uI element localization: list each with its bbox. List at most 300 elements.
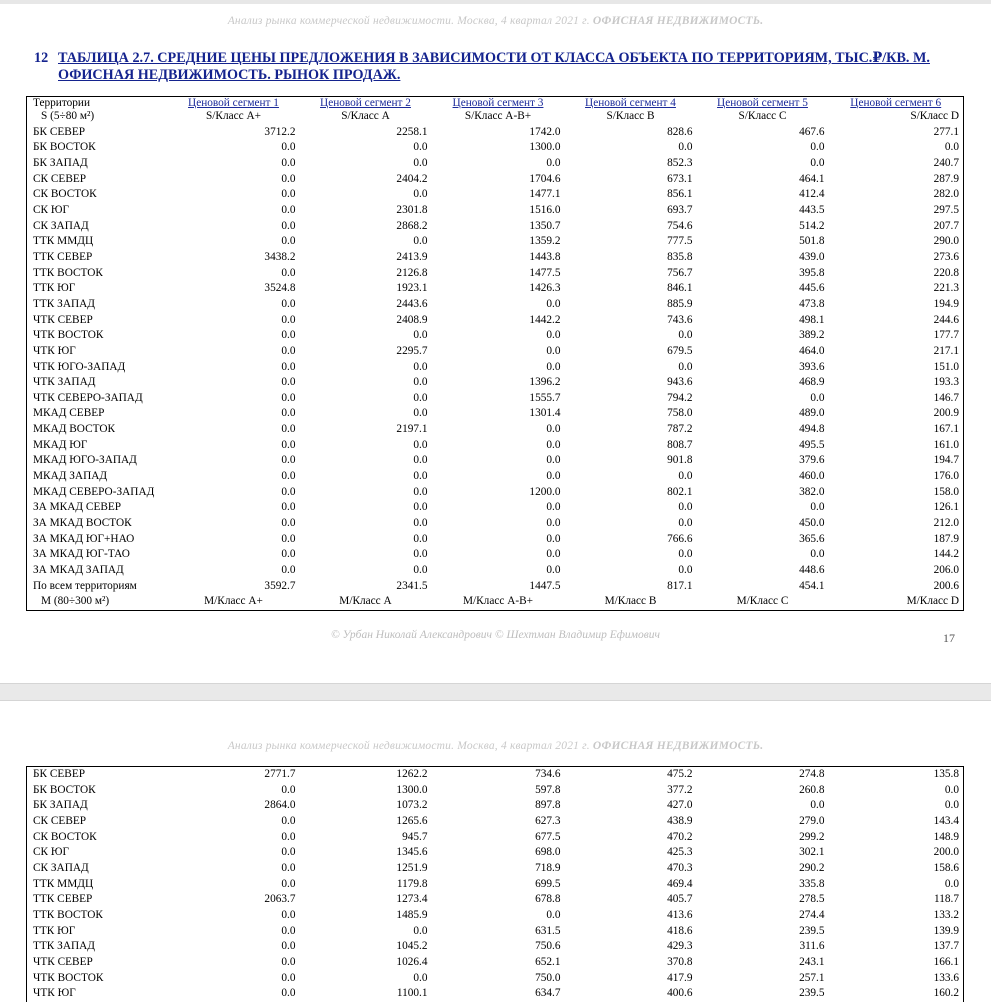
price-cell: 3438.2 [264, 250, 296, 263]
price-cell: 0.0 [413, 156, 428, 169]
price-cell: 133.2 [933, 908, 959, 921]
price-cell: 0.0 [281, 454, 296, 467]
price-cell: 0.0 [281, 423, 296, 436]
price-cell: 501.8 [799, 235, 825, 248]
table-row [27, 219, 964, 235]
territories-header: Территории [33, 97, 91, 109]
territory-name: ЧТК ЮГО-ЗАПАД [33, 360, 126, 373]
price-cell: 0.0 [413, 971, 428, 984]
price-cell: 2413.9 [396, 250, 428, 263]
price-cell: 0.0 [546, 423, 561, 436]
price-cell: 0.0 [281, 517, 296, 530]
price-cell: 627.3 [535, 814, 561, 827]
size-s-label: S (5÷80 м²) [41, 110, 95, 122]
price-cell: 0.0 [281, 940, 296, 953]
price-cell: 0.0 [413, 141, 428, 154]
price-cell: 290.2 [799, 861, 825, 874]
table-row [27, 391, 964, 407]
price-cell: 279.0 [799, 814, 825, 827]
table-row [27, 406, 964, 422]
price-cell: 443.5 [799, 203, 825, 216]
territory-name: ЧТК ЮГ [33, 987, 76, 1000]
price-cell: 475.2 [667, 768, 693, 780]
table-row [27, 453, 964, 469]
price-cell: 1251.9 [396, 861, 428, 874]
price-cell: 901.8 [667, 454, 693, 467]
price-cell: 240.7 [933, 156, 959, 169]
price-cell: 468.9 [799, 376, 825, 389]
price-cell: 439.0 [799, 250, 825, 263]
price-cell: 1447.5 [529, 579, 561, 592]
territory-name: СК ЗАПАД [33, 219, 89, 232]
price-cell: 393.6 [799, 360, 825, 373]
price-cell: 0.0 [413, 564, 428, 577]
page2-header [0, 740, 991, 752]
price-cell: 0.0 [546, 297, 561, 310]
price-cell: 1477.1 [529, 188, 561, 201]
price-cell: 389.2 [799, 329, 825, 342]
price-cell: 0.0 [281, 955, 296, 968]
table-row [27, 767, 964, 783]
price-cell: 0.0 [810, 156, 825, 169]
price-cell: 335.8 [799, 877, 825, 890]
price-cell: 852.3 [667, 156, 693, 169]
segment-2-link[interactable]: Ценовой сегмент 2 [320, 97, 411, 109]
price-cell: 395.8 [799, 266, 825, 279]
page-header-text: Анализ рынка коммерческой недвижимости. Москва, 4 квартал 2021 г. [227, 15, 590, 27]
price-cell: 287.9 [933, 172, 959, 185]
price-cell: 2341.5 [396, 579, 428, 592]
price-cell: 0.0 [413, 360, 428, 373]
price-cell: 945.7 [402, 830, 428, 843]
price-cell: 176.0 [933, 470, 959, 483]
price-cell: 673.1 [667, 172, 693, 185]
segment-5-link[interactable]: Ценовой сегмент 5 [717, 97, 808, 109]
price-cell: 413.6 [667, 908, 693, 921]
territory-name: ТТК ЗАПАД [33, 297, 96, 310]
price-cell: 160.2 [933, 987, 959, 1000]
price-cell: 448.6 [799, 564, 825, 577]
territory-name: ЧТК ЮГ [33, 344, 76, 357]
price-cell: 193.3 [933, 376, 959, 389]
table-row [27, 250, 964, 266]
page-header-bold: ОФИСНАЯ НЕДВИЖИМОСТЬ. [592, 15, 764, 27]
price-cell: 0.0 [546, 908, 561, 921]
table-row [27, 877, 964, 893]
price-cell: 1923.1 [396, 282, 428, 295]
price-cell: 1262.2 [396, 768, 428, 780]
table-row [27, 830, 964, 846]
price-cell: 0.0 [546, 454, 561, 467]
price-cell: 1273.4 [396, 893, 428, 906]
price-cell: 0.0 [281, 814, 296, 827]
price-cell: 0.0 [281, 313, 296, 326]
price-cell: 0.0 [281, 438, 296, 451]
price-cell: 370.8 [667, 955, 693, 968]
territory-name: СК СЕВЕР [33, 814, 87, 827]
price-cell: 679.5 [667, 344, 693, 357]
territory-name: МКАД ЮГО-ЗАПАД [33, 454, 137, 467]
title-number: 12 [34, 50, 49, 66]
territory-name: МКАД ВОСТОК [33, 423, 116, 436]
price-cell: 274.4 [799, 908, 825, 921]
price-cell: 135.8 [933, 768, 959, 780]
territory-name: БК ВОСТОК [33, 783, 96, 796]
price-cell: 0.0 [678, 329, 693, 342]
price-cell: 766.6 [667, 532, 693, 545]
table-row [27, 234, 964, 250]
table-row [27, 892, 964, 908]
price-cell: 0.0 [546, 344, 561, 357]
territory-name: СК ЗАПАД [33, 861, 89, 874]
price-cell: 0.0 [281, 329, 296, 342]
price-cell: 0.0 [413, 924, 428, 937]
table-row [27, 172, 964, 188]
price-cell: 412.4 [799, 188, 825, 201]
page2-header-bold: ОФИСНАЯ НЕДВИЖИМОСТЬ. [592, 740, 764, 752]
price-cell: 734.6 [535, 768, 561, 780]
table-row [27, 297, 964, 313]
price-cell: 244.6 [933, 313, 959, 326]
price-cell: 427.0 [667, 799, 693, 812]
territory-name: ТТК ЮГ [33, 924, 76, 937]
price-cell: 417.9 [667, 971, 693, 984]
price-cell: 0.0 [281, 235, 296, 248]
price-cell: 454.1 [799, 579, 825, 592]
table-row [27, 814, 964, 830]
price-cell: 0.0 [546, 329, 561, 342]
territory-name: ЗА МКАД ЗАПАД [33, 564, 124, 577]
price-cell: 0.0 [944, 141, 959, 154]
price-cell: 2771.7 [264, 768, 296, 780]
price-cell: 677.5 [535, 830, 561, 843]
price-cell: 0.0 [546, 532, 561, 545]
territory-name: ЧТК СЕВЕРО-ЗАПАД [33, 391, 143, 404]
table-row [27, 375, 964, 391]
price-cell: 0.0 [546, 517, 561, 530]
table-row [27, 344, 964, 360]
price-cell: 634.7 [535, 987, 561, 1000]
price-cell: 897.8 [535, 799, 561, 812]
price-cell: 302.1 [799, 846, 825, 859]
price-cell: 498.1 [799, 313, 825, 326]
price-cell: 3712.2 [264, 125, 296, 138]
table-row [27, 438, 964, 454]
price-cell: 0.0 [281, 203, 296, 216]
territory-name: ЧТК ЗАПАД [33, 376, 96, 389]
price-cell: 2063.7 [264, 893, 296, 906]
price-cell: 1426.3 [529, 282, 561, 295]
price-cell: 0.0 [281, 266, 296, 279]
price-cell: 0.0 [413, 329, 428, 342]
segment-3-link[interactable]: Ценовой сегмент 3 [452, 97, 544, 109]
price-cell: 278.5 [799, 893, 825, 906]
table-row [27, 939, 964, 955]
price-cell: 718.9 [535, 861, 561, 874]
price-cell: 0.0 [678, 564, 693, 577]
price-cell: 808.7 [667, 438, 693, 451]
price-cell: 144.2 [933, 548, 959, 561]
price-cell: 257.1 [799, 971, 825, 984]
price-cell: 194.7 [933, 454, 959, 467]
price-cell: 0.0 [281, 908, 296, 921]
price-cell: 2443.6 [396, 297, 428, 310]
class-header: S/Класс А+ [206, 110, 261, 122]
price-cell: 158.6 [933, 861, 959, 874]
price-cell: 0.0 [281, 830, 296, 843]
price-cell: 514.2 [799, 219, 825, 232]
price-cell: 0.0 [281, 861, 296, 874]
table-row [27, 203, 964, 219]
table-row [27, 547, 964, 563]
price-cell: 631.5 [535, 924, 561, 937]
price-cell: 0.0 [810, 501, 825, 514]
price-cell: 0.0 [281, 877, 296, 890]
price-cell: 678.8 [535, 893, 561, 906]
price-cell: 885.9 [667, 297, 693, 310]
price-cell: 365.6 [799, 532, 825, 545]
price-cell: 1073.2 [396, 799, 428, 812]
price-cell: 239.5 [799, 987, 825, 1000]
table-row [27, 469, 964, 485]
price-cell: 1300.0 [529, 141, 561, 154]
price-cell: 756.7 [667, 266, 693, 279]
price-cell: 494.8 [799, 423, 825, 436]
price-cell: 597.8 [535, 783, 561, 796]
price-cell: 0.0 [546, 564, 561, 577]
price-cell: 0.0 [678, 548, 693, 561]
price-cell: 828.6 [667, 125, 693, 138]
price-cell: 0.0 [413, 485, 428, 498]
price-cell: 0.0 [281, 219, 296, 232]
territory-name: ТТК ЮГ [33, 282, 76, 295]
price-cell: 495.5 [799, 438, 825, 451]
price-cell: 418.6 [667, 924, 693, 937]
price-cell: 0.0 [281, 532, 296, 545]
price-cell: 429.3 [667, 940, 693, 953]
price-cell: 0.0 [281, 172, 296, 185]
price-cell: 0.0 [546, 501, 561, 514]
price-cell: 1742.0 [529, 125, 561, 138]
price-cell: 450.0 [799, 517, 825, 530]
table-row [27, 313, 964, 329]
price-cell: 0.0 [281, 485, 296, 498]
price-cell: 1516.0 [529, 203, 561, 216]
price-cell: 0.0 [281, 501, 296, 514]
territory-name: СК ЮГ [33, 203, 70, 216]
price-cell: 473.8 [799, 297, 825, 310]
price-cell: 1026.4 [396, 955, 428, 968]
price-cell: 1396.2 [529, 376, 561, 389]
territory-name: БК ЗАПАД [33, 799, 88, 812]
price-cell: 2197.1 [396, 423, 428, 436]
price-cell: 1179.8 [396, 877, 428, 890]
table-footer-row [27, 594, 964, 610]
class-footer: M/Класс А [339, 595, 392, 608]
price-cell: 139.9 [933, 924, 959, 937]
price-cell: 0.0 [281, 407, 296, 420]
territory-name: БК ВОСТОК [33, 141, 96, 154]
price-cell: 126.1 [933, 501, 959, 514]
price-cell: 277.1 [933, 125, 959, 138]
price-cell: 846.1 [667, 282, 693, 295]
class-footer: M/Класс А+ [204, 595, 263, 608]
price-cell: 0.0 [944, 877, 959, 890]
price-table-m [26, 766, 964, 1002]
table-row [27, 579, 964, 595]
price-cell: 856.1 [667, 188, 693, 201]
price-cell: 0.0 [546, 470, 561, 483]
price-cell: 137.7 [933, 940, 959, 953]
price-cell: 158.0 [933, 485, 959, 498]
class-footer: M/Класс D [906, 595, 959, 608]
table-row [27, 485, 964, 501]
price-cell: 243.1 [799, 955, 825, 968]
price-cell: 699.5 [535, 877, 561, 890]
price-cell: 260.8 [799, 783, 825, 796]
territory-name: МКАД ЮГ [33, 438, 88, 451]
price-cell: 777.5 [667, 235, 693, 248]
territory-name: МКАД СЕВЕРО-ЗАПАД [33, 485, 155, 498]
table-row [27, 955, 964, 971]
price-cell: 0.0 [678, 501, 693, 514]
price-cell: 377.2 [667, 783, 693, 796]
price-cell: 1265.6 [396, 814, 428, 827]
price-cell: 0.0 [281, 391, 296, 404]
price-cell: 0.0 [413, 548, 428, 561]
territory-name: МКАД ЗАПАД [33, 470, 108, 483]
price-cell: 217.1 [933, 344, 959, 357]
price-cell: 194.9 [933, 297, 959, 310]
price-cell: 743.6 [667, 313, 693, 326]
price-cell: 0.0 [413, 517, 428, 530]
table-row [27, 563, 964, 579]
page-header [0, 15, 991, 27]
price-cell: 0.0 [281, 156, 296, 169]
price-cell: 943.6 [667, 376, 693, 389]
price-cell: 0.0 [281, 924, 296, 937]
price-cell: 290.0 [933, 235, 959, 248]
table-row [27, 422, 964, 438]
territory-name: ТТК ВОСТОК [33, 266, 103, 279]
price-cell: 379.6 [799, 454, 825, 467]
price-cell: 3592.7 [264, 579, 296, 592]
price-cell: 167.1 [933, 423, 959, 436]
price-cell: 425.3 [667, 846, 693, 859]
segment-1-link[interactable]: Ценовой сегмент 1 [188, 97, 279, 109]
table-row [27, 861, 964, 877]
price-cell: 3524.8 [264, 282, 296, 295]
price-cell: 1300.0 [396, 783, 428, 796]
price-cell: 0.0 [281, 297, 296, 310]
price-cell: 754.6 [667, 219, 693, 232]
price-cell: 1045.2 [396, 940, 428, 953]
price-cell: 2258.1 [396, 125, 428, 138]
price-cell: 0.0 [281, 344, 296, 357]
price-cell: 0.0 [281, 564, 296, 577]
price-cell: 693.7 [667, 203, 693, 216]
price-cell: 1345.6 [396, 846, 428, 859]
price-cell: 405.7 [667, 893, 693, 906]
table-row [27, 971, 964, 987]
price-cell: 835.8 [667, 250, 693, 263]
territory-name: ЗА МКАД СЕВЕР [33, 501, 122, 514]
territory-name: БК СЕВЕР [33, 768, 85, 780]
class-footer: M/Класс С [736, 595, 789, 608]
table-row [27, 281, 964, 297]
territory-name: ТТК ВОСТОК [33, 908, 103, 921]
price-cell: 0.0 [678, 360, 693, 373]
price-cell: 787.2 [667, 423, 693, 436]
price-cell: 274.8 [799, 768, 825, 780]
table-row [27, 266, 964, 282]
price-cell: 166.1 [933, 955, 959, 968]
price-cell: 1350.7 [529, 219, 561, 232]
price-table [26, 96, 964, 611]
price-cell: 0.0 [810, 391, 825, 404]
price-cell: 0.0 [413, 501, 428, 514]
table-row [27, 798, 964, 814]
table-header-row [27, 97, 964, 110]
price-cell: 758.0 [667, 407, 693, 420]
price-cell: 0.0 [281, 971, 296, 984]
segment-4-link[interactable]: Ценовой сегмент 4 [585, 97, 676, 109]
price-cell: 148.9 [933, 830, 959, 843]
table-class-row [27, 109, 964, 125]
price-cell: 311.6 [799, 940, 825, 953]
price-cell: 0.0 [281, 470, 296, 483]
price-cell: 438.9 [667, 814, 693, 827]
price-cell: 382.0 [799, 485, 825, 498]
price-cell: 151.0 [933, 360, 959, 373]
class-footer: M/Класс А-В+ [462, 595, 534, 608]
price-cell: 0.0 [413, 532, 428, 545]
price-cell: 1301.4 [529, 407, 561, 420]
territory-name: ТТК СЕВЕР [33, 250, 93, 263]
title-line2: ОФИСНАЯ НЕДВИЖИМОСТЬ. РЫНОК ПРОДАЖ. [58, 67, 401, 83]
table-row [27, 783, 964, 799]
price-cell: 0.0 [944, 799, 959, 812]
price-cell: 1485.9 [396, 908, 428, 921]
price-cell: 143.4 [933, 814, 959, 827]
price-cell: 299.2 [799, 830, 825, 843]
price-cell: 187.9 [933, 532, 959, 545]
price-cell: 489.0 [799, 407, 825, 420]
price-cell: 133.6 [933, 971, 959, 984]
price-cell: 0.0 [546, 438, 561, 451]
table-row [27, 986, 964, 1002]
price-cell: 239.5 [799, 924, 825, 937]
price-cell: 0.0 [281, 141, 296, 154]
price-cell: 0.0 [810, 141, 825, 154]
price-cell: 0.0 [678, 141, 693, 154]
table-row [27, 140, 964, 156]
price-cell: 1555.7 [529, 391, 561, 404]
price-cell: 698.0 [535, 846, 561, 859]
price-cell: 0.0 [546, 156, 561, 169]
territory-name: ЧТК ВОСТОК [33, 329, 104, 342]
price-cell: 750.6 [535, 940, 561, 953]
price-cell: 2126.8 [396, 266, 428, 279]
price-cell: 297.5 [933, 203, 959, 216]
price-cell: 0.0 [810, 548, 825, 561]
segment-6-link[interactable]: Ценовой сегмент 6 [850, 97, 942, 109]
price-cell: 0.0 [281, 548, 296, 561]
territory-name: ТТК ММДЦ [33, 235, 94, 248]
price-cell: 2864.0 [264, 799, 296, 812]
price-cell: 400.6 [667, 987, 693, 1000]
table-row [27, 500, 964, 516]
